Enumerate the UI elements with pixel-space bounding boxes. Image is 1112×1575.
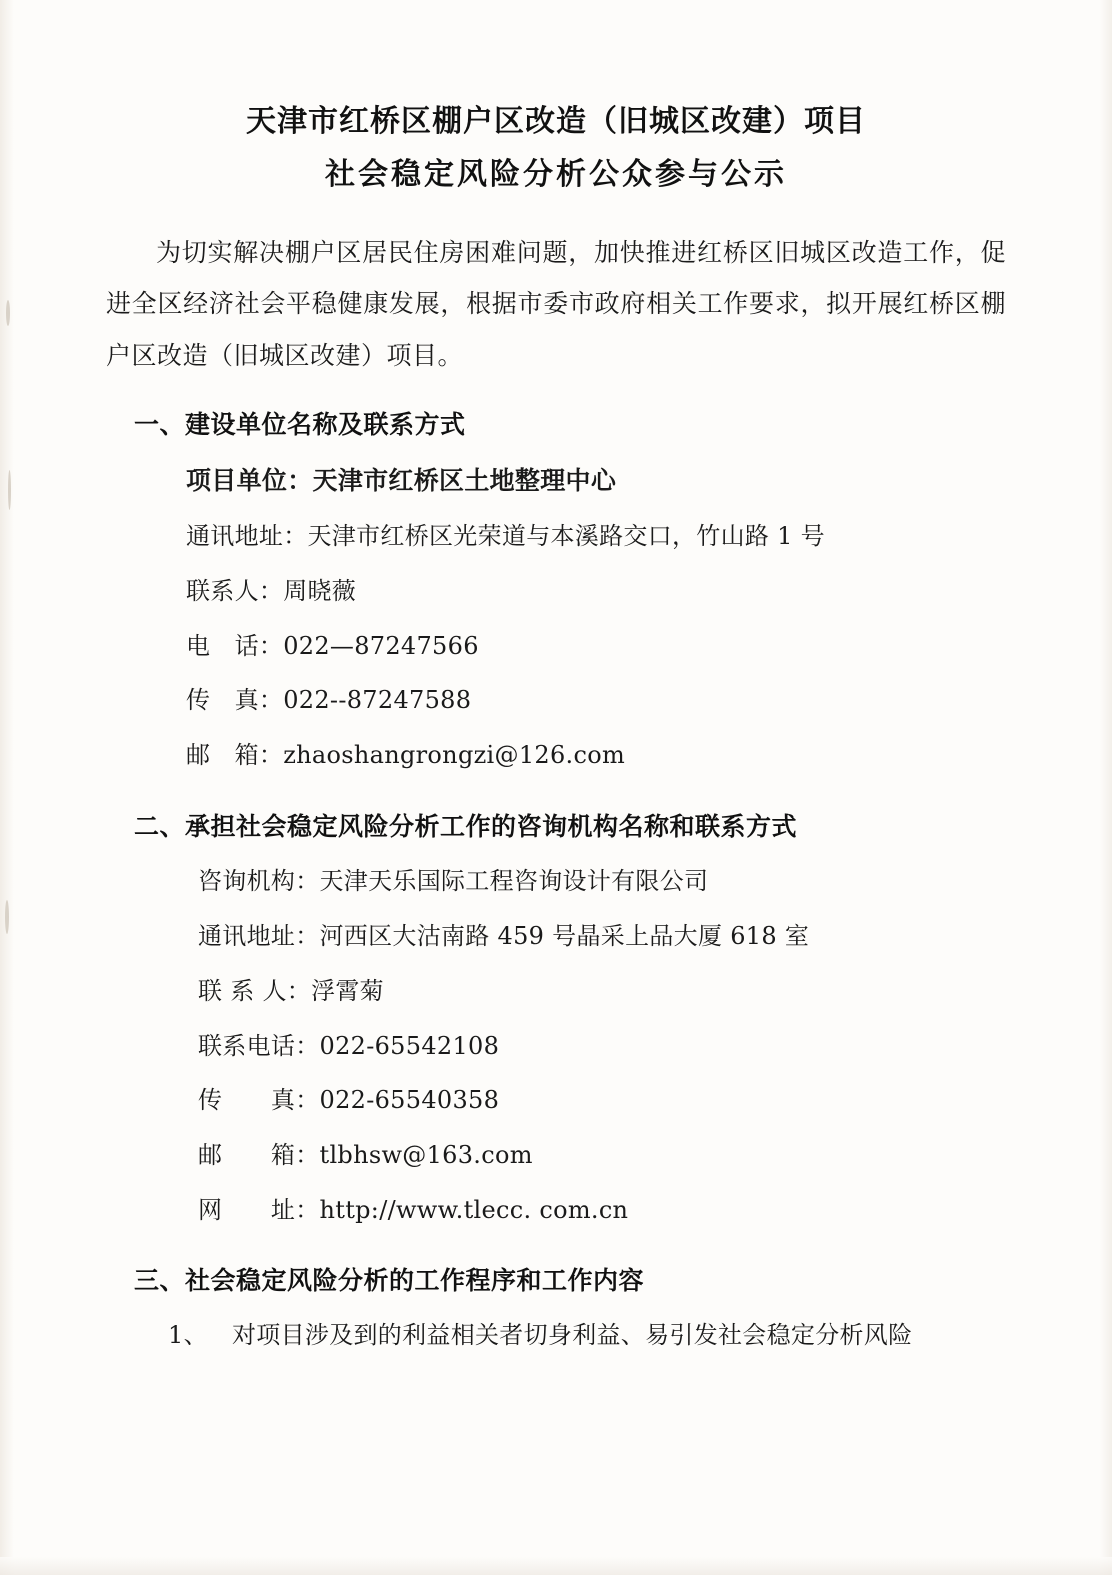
scan-edge-bottom	[0, 1557, 1112, 1575]
field-row	[198, 909, 1006, 964]
field-value: 天津天乐国际工程咨询设计有限公司	[319, 867, 709, 896]
list-item	[168, 1311, 1006, 1359]
field-row	[186, 452, 1006, 509]
field-label: 邮 箱：	[186, 741, 284, 770]
procedure-list	[106, 1311, 1006, 1359]
contact-field-list-1	[106, 452, 1006, 783]
intro-paragraph: 为切实解决棚户区居民住房困难问题，加快推进红桥区旧城区改造工作，促进全区经济社会平稳健康发展，根据市委市政府相关工作要求，拟开展红桥区棚户区改造（旧城区改建）项目。	[106, 238, 1006, 370]
field-value: 022-65540358	[319, 1086, 500, 1115]
list-item-text: 对项目涉及到的利益相关者切身利益、易引发社会稳定分析风险	[232, 1320, 913, 1349]
field-value: 022--87247588	[283, 686, 472, 715]
contact-field-list-2	[106, 854, 1006, 1237]
scan-speck	[5, 900, 9, 934]
field-value: http://www.tlecc. com.cn	[319, 1195, 629, 1224]
scan-edge-right	[1100, 0, 1112, 1575]
field-label: 联 系 人：	[198, 976, 312, 1005]
scan-edge-left	[0, 0, 14, 1575]
field-value: 022—87247566	[283, 631, 479, 660]
section-heading-3: 三、社会稳定风险分析的工作程序和工作内容	[134, 1266, 645, 1296]
field-label: 传 真：	[198, 1086, 320, 1115]
field-label: 邮 箱：	[198, 1140, 320, 1169]
field-row	[198, 1128, 1006, 1183]
field-value: 天津市红桥区土地整理中心	[312, 466, 617, 496]
field-value: tlbhsw@163.com	[319, 1140, 533, 1169]
field-row	[186, 619, 1006, 674]
list-item-number: 1、	[168, 1320, 208, 1349]
field-label: 电 话：	[186, 631, 284, 660]
field-row	[186, 509, 1006, 564]
field-row	[186, 564, 1006, 619]
field-label: 通讯地址：	[198, 922, 320, 951]
field-label: 传 真：	[186, 686, 284, 715]
field-value: 天津市红桥区光荣道与本溪路交口，竹山路 1 号	[307, 522, 825, 551]
field-value: 河西区大沽南路 459 号晶采上品大厦 618 室	[319, 922, 810, 951]
field-label: 网 址：	[198, 1195, 320, 1224]
field-row	[186, 673, 1006, 728]
field-value: 浮霄菊	[311, 976, 384, 1005]
field-row	[198, 1073, 1006, 1128]
scan-speck	[6, 300, 10, 326]
page-title-line-2: 社会稳定风险分析公众参与公示	[325, 156, 787, 192]
page-title	[106, 96, 1006, 201]
section-heading-1: 一、建设单位名称及联系方式	[134, 409, 466, 439]
field-row	[198, 854, 1006, 909]
field-value: zhaoshangrongzi@126.com	[283, 741, 626, 770]
section-heading-2: 二、承担社会稳定风险分析工作的咨询机构名称和联系方式	[134, 811, 798, 841]
field-value: 周晓薇	[283, 576, 357, 605]
field-label: 联系人：	[186, 576, 284, 605]
page-title-line-1: 天津市红桥区棚户区改造（旧城区改建）项目	[246, 104, 866, 139]
field-label: 联系电话：	[198, 1031, 320, 1060]
field-row	[198, 964, 1006, 1019]
scan-speck	[8, 470, 11, 510]
field-label: 咨询机构：	[198, 867, 320, 896]
field-label: 项目单位：	[186, 466, 313, 496]
field-row	[186, 728, 1006, 783]
field-row	[198, 1183, 1006, 1238]
field-value: 022-65542108	[319, 1031, 500, 1060]
document-content	[106, 0, 1006, 1359]
field-label: 通讯地址：	[186, 522, 308, 551]
field-row	[198, 1019, 1006, 1074]
